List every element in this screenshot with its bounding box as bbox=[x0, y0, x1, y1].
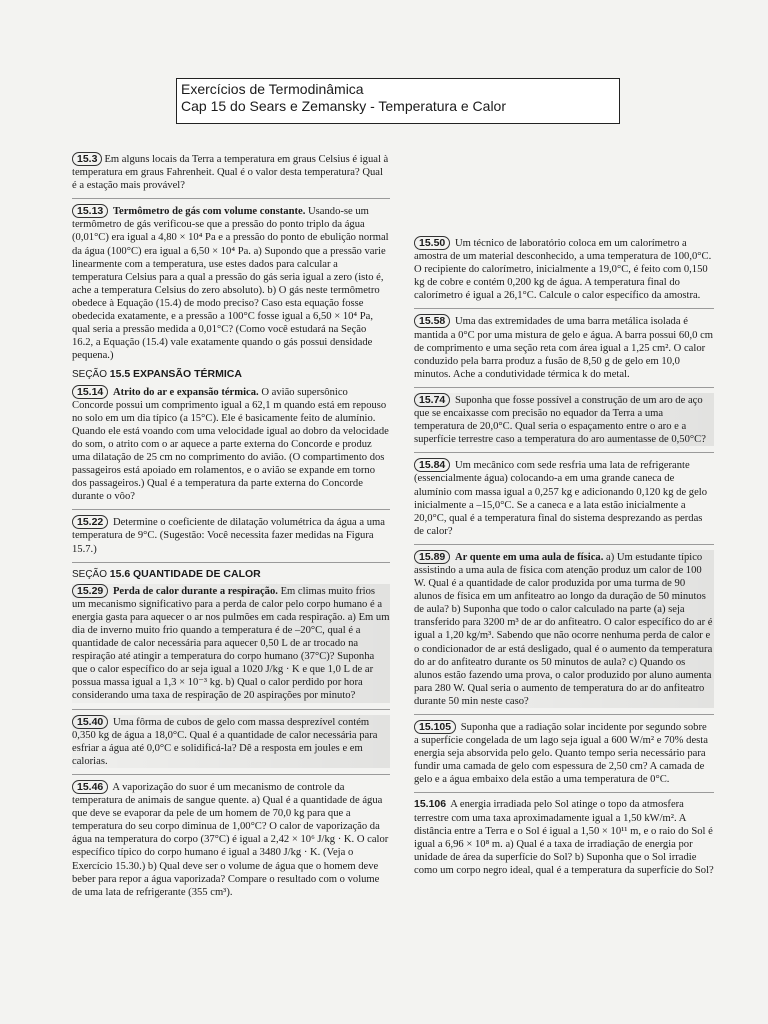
divider bbox=[414, 792, 714, 793]
problem-body: A energia irradiada pelo Sol atinge o topo da atmosfera terrestre com uma taxa aproximadamente igual a 1,50 kW/m². A distância entre a Terra e o Sol é igual a 1,50 × 10¹¹ m, e o raio do Sol é igual a 6,96 × 10⁸ m. a) Qual é a taxa de irradiação de energia por unidade de área da superfície do Sol? b) Suponha que o Sol irradie como um corpo negro ideal, qual é a temperatura da superfície do Sol? bbox=[414, 799, 714, 876]
divider bbox=[414, 452, 714, 453]
divider bbox=[72, 198, 390, 199]
problem-body: A vaporização do suor é um mecanismo de controle da temperatura de animais de sangue quente. a) Qual é a quantidade de água que deve se evaporar da pele de um homem de 70,0 kg para que a temperatura do seu corpo diminua de 1,00°C? O calor de vaporização da água na temperatura do corpo (37°C) é igual a 2,42 × 10⁶ J/kg · K. O calor específico típico do corpo humano é igual a 3480 J/kg · K. (Veja o Exercício 15.30.) b) Qual deve ser o volume de água que o homem deve beber para repor a água vaporizada? Compare o resultado com o volume de uma lata de refrigerante (355 cm³). bbox=[72, 781, 389, 898]
divider bbox=[414, 308, 714, 309]
problem-15-40 bbox=[72, 715, 390, 768]
problem-number: 15.50 bbox=[414, 236, 450, 250]
problem-15-22 bbox=[72, 515, 390, 555]
problem-15-13 bbox=[72, 204, 390, 362]
page-header-box bbox=[176, 78, 620, 124]
problem-title: Atrito do ar e expansão térmica. bbox=[112, 386, 259, 398]
problem-15-50 bbox=[414, 236, 714, 302]
problem-15-84 bbox=[414, 458, 714, 538]
divider bbox=[414, 714, 714, 715]
problem-number: 15.106 bbox=[414, 798, 447, 811]
header-subtitle: Cap 15 do Sears e Zemansky - Temperatura e Calor bbox=[181, 98, 507, 114]
section-name: QUANTIDADE DE CALOR bbox=[133, 567, 261, 580]
problem-body: Suponha que a radiação solar incidente por segundo sobre a superfície congelada de um lago seja igual a 600 W/m² e 70% desta energia seja absorvida pelo gelo. Quanto tempo seria necessário para fundir uma camada de gelo com espessura de 2,50 cm? A camada de gelo e a água embaixo dela estão a uma temperatura de 0°C. bbox=[414, 722, 708, 786]
divider bbox=[72, 709, 390, 710]
problem-body: a) Um estudante típico assistindo a uma aula de física com atenção produz um calor de 100 W. Qual é a quantidade de calor produzida por uma turma de 90 alunos de física em um anfiteatro ao longo da duração de 50 minutos de aula? b) Suponha que todo o calor calculado na parte (a) seja transferido para 3200 m³ de ar do anfiteatro. O calor específico do ar é igual a 1,20 kg/m³. Sabendo que não ocorre nenhuma perda de calor e o condicionador de ar está desligado, qual é o aumento da temperatura do ar do anfiteatro durante os 50 minutos de aula? c) Quando os alunos estão fazendo uma prova, o calor produzido por aluno aumenta para 280 W. Qual seria o aumento de temperatura do ar do anfiteatro durante 50 min neste caso? bbox=[414, 551, 713, 707]
section-prefix: SEÇÃO bbox=[72, 568, 108, 580]
right-column bbox=[414, 236, 714, 883]
problem-15-58 bbox=[414, 314, 714, 380]
section-number: 15.5 bbox=[109, 368, 131, 381]
divider bbox=[414, 387, 714, 388]
problem-body: Suponha que fosse possível a construção de um aro de aço que se encaixasse com precisão no equador da Terra a uma temperatura de 20,0°C. Qual seria o espaçamento entre o aro e a superfície terrestre caso a temperatura do aro aumentasse de 0,50°C? bbox=[414, 394, 706, 446]
problem-15-74 bbox=[414, 393, 714, 446]
problem-number: 15.3 bbox=[72, 152, 102, 166]
problem-15-3 bbox=[72, 152, 390, 192]
problem-body: Um mecânico com sede resfria uma lata de refrigerante (essencialmente água) colocando-a em uma grande caneca de alumínio com massa igual a 0,257 kg e adicionando 0,120 kg de gelo inicialmente a –15,0°C. Se a caneca e a lata estão inicialmente a 20,0°C, qual é a temperatura final do sistema desprezando as perdas de calor? bbox=[414, 460, 708, 537]
problem-number: 15.89 bbox=[414, 550, 450, 564]
problem-title: Termômetro de gás com volume constante. bbox=[112, 206, 306, 218]
problem-body: Uma fôrma de cubos de gelo com massa desprezível contém 0,350 kg de água a 18,0°C. Qual é a quantidade de calor necessária para esfriar a água até 0,0°C e solidificá-la? Dê a resposta em joules e em calorias. bbox=[72, 716, 378, 767]
problem-number: 15.13 bbox=[72, 204, 108, 218]
problem-15-46 bbox=[72, 780, 390, 899]
problem-15-105 bbox=[414, 720, 714, 786]
problem-number: 15.40 bbox=[72, 715, 108, 729]
problem-title: Perda de calor durante a respiração. bbox=[112, 585, 278, 597]
problem-body: Determine o coeficiente de dilatação volumétrica da água a uma temperatura de 9°C. (Sugestão: Você necessita fazer medidas na Figura 15.7.) bbox=[72, 517, 386, 555]
problem-number: 15.105 bbox=[414, 720, 456, 734]
problem-15-89 bbox=[414, 550, 714, 708]
problem-body: Em climas muito frios um mecanismo significativo para a perda de calor pelo corpo humano é a energia gasta para aquecer o ar nos pulmões em cada respiração. a) Em um dia de inverno muito frio quando a temperatura é de –20°C, qual é a quantidade de calor necessária para aquecer 0,50 L de ar trocado na respiração até atingir a temperatura do corpo humano (37°C)? Suponha que o calor específico do ar seja igual a 1020 J/kg · K e que 1,0 L de ar possua massa igual a 1,3 × 10⁻³ kg. b) Qual o calor perdido por hora considerando uma taxa de respiração de 20 aspirações por minuto? bbox=[72, 585, 390, 702]
problem-body: O avião supersônico Concorde possui um comprimento igual a 62,1 m quando está em repouso no solo em um dia típico (a 15°C). Ele é basicamente feito de alumínio. Quando ele está voando com uma velocidade igual ao dobro da velocidade do som, o atrito com o ar aquece a parte externa do Concorde e produz uma dilatação de 25 cm no comprimento do avião. (O compartimento dos passageiros está apoiado em rolamentos, e o avião se expande em torno dos passageiros.) Qual é a temperatura da parte externa do Concorde durante o vôo? bbox=[72, 386, 389, 503]
problem-body: Usando-se um termômetro de gás verificou-se que a pressão do ponto triplo da água (0,01°C) era igual a 4,80 × 10⁴ Pa e a pressão do ponto de ebulição normal da água (100°C) era igual a 6,50 × 10⁴ Pa. a) Supondo que a pressão varie linearmente com a temperatura, use estes dados para calcular a temperatura Celsius para a qual a pressão do gás seria igual a zero (isto é, ache a temperatura Celsius do zero absoluto). b) O gás neste termômetro obedece à Equação (15.4) de modo preciso? Caso esta equação fosse obedecida exatamente, e a pressão a 100°C fosse igual a 6,50 × 10⁴ Pa, qual seria a pressão medida a 0,01°C? (Como você estudará na Seção 16.2, a Equação (15.4) vale exatamente quando o gás possui densidade pequena.) bbox=[72, 206, 389, 362]
section-heading-15-5 bbox=[72, 368, 390, 381]
problem-number: 15.84 bbox=[414, 458, 450, 472]
divider bbox=[72, 774, 390, 775]
section-number: 15.6 bbox=[109, 567, 131, 580]
problem-title: Ar quente em uma aula de física. bbox=[454, 551, 604, 563]
problem-number: 15.22 bbox=[72, 515, 108, 529]
problem-15-29 bbox=[72, 584, 390, 703]
problem-number: 15.46 bbox=[72, 780, 108, 794]
problem-number: 15.74 bbox=[414, 393, 450, 407]
section-prefix: SEÇÃO bbox=[72, 369, 108, 381]
header-title: Exercícios de Termodinâmica bbox=[181, 81, 364, 97]
section-heading-15-6 bbox=[72, 568, 390, 581]
problem-number: 15.29 bbox=[72, 584, 108, 598]
divider bbox=[72, 562, 390, 563]
problem-body: Em alguns locais da Terra a temperatura em graus Celsius é igual à temperatura em graus Fahrenheit. Qual é o valor desta temperatura? Qual é a estação mais provável? bbox=[72, 154, 389, 192]
problem-number: 15.14 bbox=[72, 385, 108, 399]
problem-number: 15.58 bbox=[414, 314, 450, 328]
left-column bbox=[72, 152, 390, 905]
problem-body: Uma das extremidades de uma barra metálica isolada é mantida a 0°C por uma mistura de gelo e água. A barra possui 60,0 cm de comprimento e uma seção reta com área igual a 1,25 cm². O calor conduzido pela barra produz a fusão de 8,50 g de gelo em 10,0 minutos. Ache a condutividade térmica k do metal. bbox=[414, 316, 714, 380]
section-name: EXPANSÃO TÉRMICA bbox=[133, 368, 242, 381]
problem-body: Um técnico de laboratório coloca em um calorímetro a amostra de um material desconhecido, a uma temperatura de 100,0°C. O recipiente do calorímetro, inicialmente a 19,0°C, é feito com 0,150 kg de cobre e contém 0,200 kg de água. A temperatura final do calorímetro é igual a 26,1°C. Calcule o calor específico da amostra. bbox=[414, 238, 712, 302]
problem-15-106 bbox=[414, 798, 714, 877]
divider bbox=[72, 509, 390, 510]
problem-15-14 bbox=[72, 385, 390, 504]
divider bbox=[414, 544, 714, 545]
